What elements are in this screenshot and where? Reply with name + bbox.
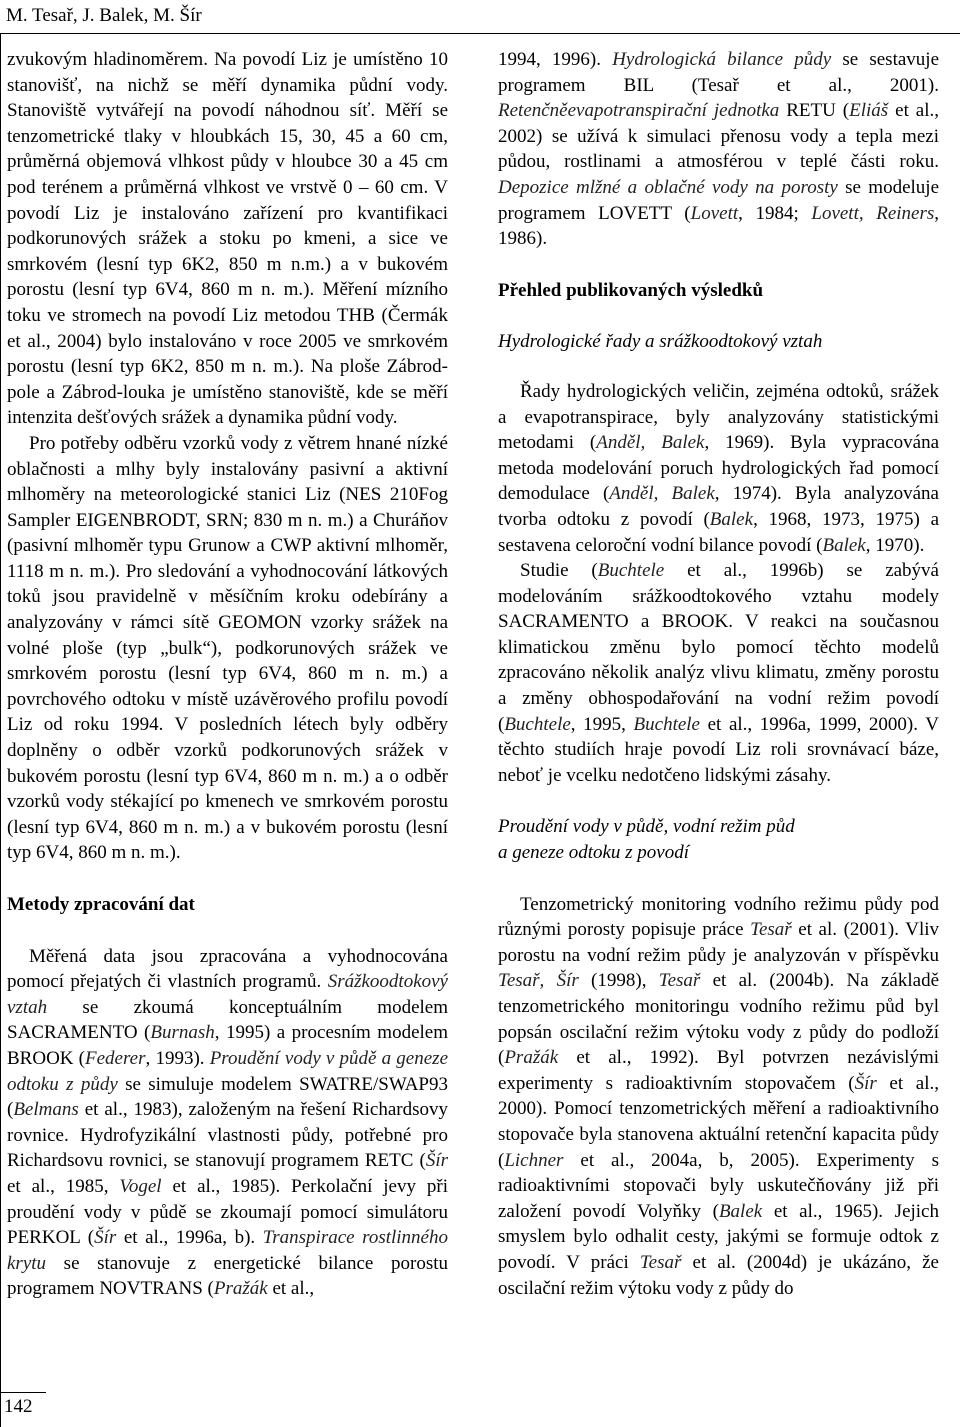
right-column xyxy=(498,47,939,1301)
subsection-heading: Proudění vody v půdě, vodní režim půd a geneze odtoku z povodí xyxy=(498,816,795,864)
footer-rule xyxy=(0,1392,46,1393)
left-margin-rule xyxy=(0,33,1,1427)
paragraph: zvukovým hladinoměrem. Na povodí Liz je umístěno 10 stanovišť, na nichž se měří dynamika půdní vody. Stanoviště vytvářejí na povodí náhodnou síť. Měří se tenzometrické tlaky v hloubkách 15, 30, 45 a 60 cm, průměrná objemová vlhkost půdy v hloubce 30 a 45 cm pod terénem a průměrná vlhkost ve vrstvě 0 – 60 cm. V povodí Liz je instalováno zařízení pro kvantifikaci podkorunových srážek a stoku po kmeni, a sice ve smrkovém (lesní typ 6K2, 850 m n.m.) a v bukovém porostu (lesní typ 6V4, 860 m n. m.). Měření mízního toku ve stromech na povodí Liz metodou THB (Čermák et al., 2004) bylo instalováno v roce 2005 ve smrkovém porostu (lesní typ 6K2, 850 m n. m.). Na ploše Zábrod-pole a Zábrod-louka je umístěno stanoviště, kde se měří intenzita dešťových srážek a dynamika půdní vody. xyxy=(7,49,448,429)
left-column xyxy=(7,47,448,1302)
paragraph: Tenzometrický monitoring vodního režimu půdy pod různými porosty popisuje práce Tesař et al. (2001). Vliv porostu na vodní režim půdy je analyzován v příspěvku Tesař, Šír (1998), Tesař et al. (2004b). Na základě tenzometrického monitoringu vodního režimu půd byl popsán oscilační režim výtoku vody z půdy do podloží (Pražák et al., 1992). Byl potvrzen nezávislými experimenty s radioaktivním stopovačem (Šír et al., 2000). Pomocí tenzometrických měření a radioaktivního stopovače byla stanovena aktuální retenční kapacita půdy (Lichner et al., 2004a, b, 2005). Experimenty s radioaktivními stopovači byly uskutečňovány již při založení povodí Volyňky (Balek et al., 1965). Jejich smyslem bylo odhalit cesty, jakými se formuje odtok z povodí. V práci Tesař et al. (2004d) je ukázáno, že oscilační režim výtoku vody z půdy do xyxy=(498,893,940,1299)
subsection-heading: Hydrologické řady a srážkoodtokový vztah xyxy=(498,331,823,353)
section-heading: Metody zpracování dat xyxy=(7,894,195,915)
section-heading: Přehled publikovaných výsledků xyxy=(498,279,764,301)
page-number: 142 xyxy=(4,1396,33,1417)
paragraph: Měřená data jsou zpracována a vyhodnocována pomocí přejatých či vlastních programů. Srážkoodtokový vztah se zkoumá konceptuálním modelem SACRAMENTO (Burnash, 1995) a procesním modelem BROOK (Federer, 1993). Proudění vody v půdě a geneze odtoku z půdy se simuluje modelem SWATRE/SWAP93 (Belmans et al., 1983), založeným na řešení Richardsovy rovnice. Hydrofyzikální vlastnosti půdy, potřebné pro Richardsovu rovnici, se stanovují programem RETC (Šír et al., 1985, Vogel et al., 1985). Perkolační jevy při proudění vody v půdě se zkoumají pomocí simulátoru PERKOL (Šír et al., 1996a, b). Transpirace rostlinného krytu se stanovuje z energetické bilance porostu programem NOVTRANS (Pražák et al., xyxy=(7,945,449,1300)
paragraph: Řady hydrologických veličin, zejména odtoků, srážek a evapotranspirace, byly analyzovány statistickými metodami (Anděl, Balek, 1969). Byla vypracována metoda modelování poruch hydrologických řad pomocí demodulace (Anděl, Balek, 1974). Byla analyzována tvorba odtoku z povodí (Balek, 1968, 1973, 1975) a sestavena celoroční vodní bilance povodí (Balek, 1970). xyxy=(498,380,940,556)
paragraph: Studie (Buchtele et al., 1996b) se zabývá modelováním srážkoodtokového vztahu modely SACRAMENTO a BROOK. V reakci na současnou klimatickou změnu bylo pomocí těchto modelů zpracováno několik analýz vlivu klimatu, změny porostu a změny obhospodařování na vodní režim povodí (Buchtele, 1995, Buchtele et al., 1996a, 1999, 2000). V těchto studiích hraje povodí Liz roli srovnávací báze, neboť je vcelku nedotčeno lidskými zásahy. xyxy=(498,560,940,786)
running-header: M. Tesař, J. Balek, M. Šír xyxy=(6,5,202,26)
paragraph: 1994, 1996). Hydrologická bilance půdy se sestavuje programem BIL (Tesař et al., 2001). Retenčněevapotranspirační jednotka RETU (Eliáš et al., 2002) se užívá k simulaci přenosu vody a tepla mezi půdou, rostlinami a atmosférou v teplé části roku. Depozice mlžné a oblačné vody na porosty se modeluje programem LOVETT (Lovett, 1984; Lovett, Reiners, 1986). xyxy=(498,49,940,250)
paragraph: Pro potřeby odběru vzorků vody z větrem hnané nízké oblačnosti a mlhy byly instalovány pasivní a aktivní mlhoměry na meteorologické stanici Liz (NES 210Fog Sampler EIGENBRODT, SRN; 830 m n. m.) a Churáňov (pasivní mlhoměr typu Grunow a CWP aktivní mlhoměr, 1118 m n. m.). Pro sledování a vyhodnocování látkových toků jsou pravidelně v měsíčním kroku odebírány a analyzovány v rámci sítě GEOMON vzorky srážek na volné ploše (typ „bulk“), podkorunových srážek ve smrkovém porostu (lesní typ 6V4, 860 m n. m.) a povrchového odtoku v místě uzávěrového profilu povodí Liz od roku 1994. V posledních létech byly odběry doplněny o odběr vzorků podkorunových srážek v bukovém porostu (lesní typ 6V4, 860 m n. m.) a o odběr vzorků vody stékající po kmenech ve smrkovém porostu (lesní typ 6V4, 860 m n. m.) a v bukovém porostu (lesní typ 6V4, 860 m n. m.). xyxy=(7,432,448,864)
header-rule xyxy=(0,33,960,34)
